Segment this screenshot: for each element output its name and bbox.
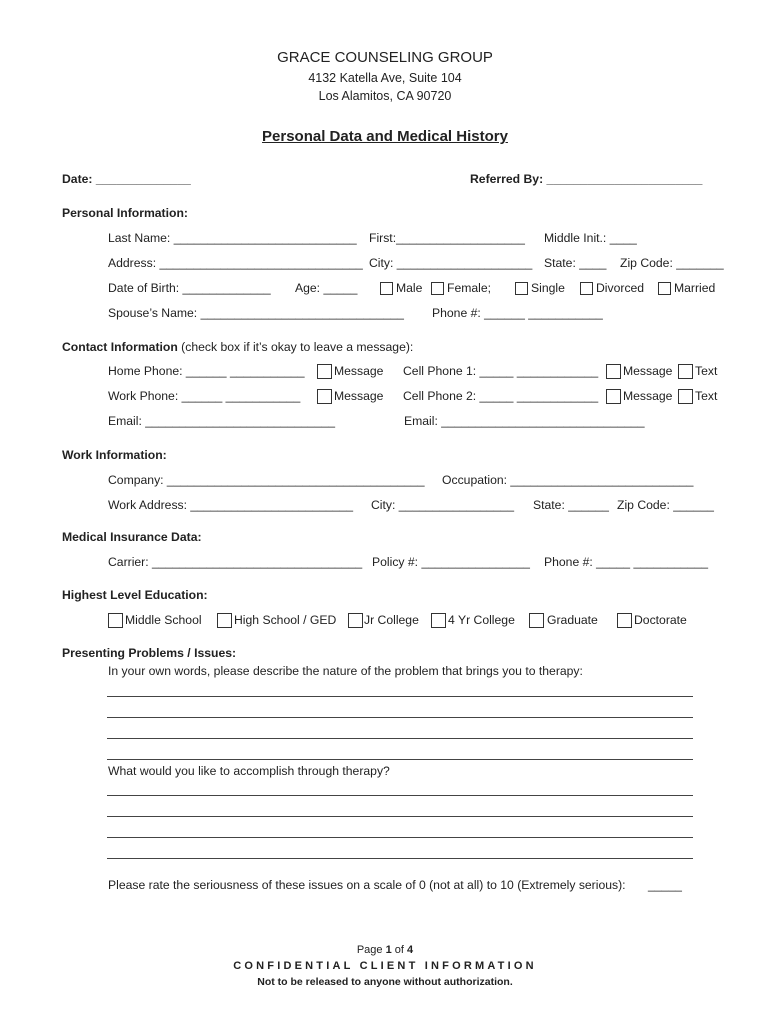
work-zip-field[interactable]: Zip Code: ______: [617, 498, 714, 512]
four-yr-college-label: 4 Yr College: [448, 613, 515, 627]
cell2-text-label: Text: [695, 389, 718, 403]
home-message-label: Message: [334, 364, 384, 378]
female-label: Female;: [447, 281, 492, 295]
high-school-checkbox[interactable]: [217, 613, 232, 628]
work-message-label: Message: [334, 389, 384, 403]
seriousness-rating-field[interactable]: _____: [648, 878, 682, 892]
org-address-line1: 4132 Katella Ave, Suite 104: [308, 71, 462, 85]
org-name: GRACE COUNSELING GROUP: [277, 49, 493, 66]
answer-line[interactable]: [107, 816, 693, 817]
cell1-text-label: Text: [695, 364, 718, 378]
cell-phone-1-field[interactable]: Cell Phone 1: _____ ____________: [403, 364, 599, 378]
middle-school-label: Middle School: [125, 613, 202, 627]
answer-line[interactable]: [107, 738, 693, 739]
divorced-checkbox[interactable]: [580, 282, 593, 295]
spouse-name-field[interactable]: Spouse’s Name: ______________________________: [108, 306, 404, 320]
education-heading: Highest Level Education:: [62, 588, 208, 602]
work-city-field[interactable]: City: _________________: [371, 498, 514, 512]
city-field[interactable]: City: ____________________: [369, 256, 533, 270]
email-field-1[interactable]: Email: ____________________________: [108, 414, 336, 428]
personal-info-heading: Personal Information:: [62, 206, 188, 220]
work-message-checkbox[interactable]: [317, 389, 332, 404]
page-of: of: [391, 944, 408, 956]
jr-college-checkbox[interactable]: [348, 613, 363, 628]
single-checkbox[interactable]: [515, 282, 528, 295]
four-yr-college-checkbox[interactable]: [431, 613, 446, 628]
high-school-label: High School / GED: [234, 613, 337, 627]
cell1-text-checkbox[interactable]: [678, 364, 693, 379]
company-field[interactable]: Company: ______________________________________: [108, 473, 425, 487]
answer-line[interactable]: [107, 759, 693, 760]
cell2-message-label: Message: [623, 389, 673, 403]
page-number: 1: [385, 944, 392, 956]
home-phone-field[interactable]: Home Phone: ______ ___________: [108, 364, 305, 378]
work-info-heading: Work Information:: [62, 448, 167, 462]
answer-line[interactable]: [107, 717, 693, 718]
date-field[interactable]: Date: ______________: [62, 172, 191, 186]
last-name-field[interactable]: Last Name: ___________________________: [108, 231, 357, 245]
graduate-label: Graduate: [547, 613, 598, 627]
org-address-line2: Los Alamitos, CA 90720: [318, 89, 452, 103]
female-checkbox[interactable]: [431, 282, 444, 295]
authorization-note: Not to be released to anyone without authorization.: [257, 976, 513, 988]
zip-code-field[interactable]: Zip Code: _______: [620, 256, 724, 270]
cell1-message-label: Message: [623, 364, 673, 378]
work-state-field[interactable]: State: ______: [533, 498, 609, 512]
email-field-2[interactable]: Email: ______________________________: [404, 414, 645, 428]
page-indicator: [0, 944, 770, 956]
problem-question-2: What would you like to accomplish through therapy?: [108, 764, 390, 778]
form-title: Personal Data and Medical History: [262, 128, 508, 145]
problem-question-1: In your own words, please describe the nature of the problem that brings you to therapy:: [108, 664, 583, 678]
contact-heading-text: Contact Information: [62, 340, 178, 354]
male-label: Male: [396, 281, 423, 295]
contact-info-heading: [62, 340, 413, 354]
carrier-field[interactable]: Carrier: _______________________________: [108, 555, 363, 569]
referred-by-field[interactable]: Referred By: _______________________: [470, 172, 703, 186]
spouse-phone-field[interactable]: Phone #: ______ ___________: [432, 306, 603, 320]
cell1-message-checkbox[interactable]: [606, 364, 621, 379]
answer-line[interactable]: [107, 858, 693, 859]
seriousness-rating-prompt: Please rate the seriousness of these issues on a scale of 0 (not at all) to 10 (Extremely serious):: [108, 878, 626, 892]
cell2-text-checkbox[interactable]: [678, 389, 693, 404]
married-checkbox[interactable]: [658, 282, 671, 295]
divorced-label: Divorced: [596, 281, 645, 295]
married-label: Married: [674, 281, 716, 295]
doctorate-label: Doctorate: [634, 613, 687, 627]
cell-phone-2-field[interactable]: Cell Phone 2: _____ ____________: [403, 389, 599, 403]
answer-line[interactable]: [107, 795, 693, 796]
policy-field[interactable]: Policy #: ________________: [372, 555, 530, 569]
single-label: Single: [531, 281, 565, 295]
contact-heading-note: (check box if it’s okay to leave a message):: [177, 340, 414, 354]
confidential-notice: CONFIDENTIAL CLIENT INFORMATION: [233, 960, 537, 972]
age-field[interactable]: Age: _____: [295, 281, 358, 295]
jr-college-label: Jr College: [364, 613, 419, 627]
insurance-heading: Medical Insurance Data:: [62, 530, 202, 544]
state-field[interactable]: State: ____: [544, 256, 607, 270]
problems-heading: Presenting Problems / Issues:: [62, 646, 237, 660]
dob-field[interactable]: Date of Birth: _____________: [108, 281, 271, 295]
page-total: 4: [407, 944, 414, 956]
cell2-message-checkbox[interactable]: [606, 389, 621, 404]
male-checkbox[interactable]: [380, 282, 393, 295]
work-phone-field[interactable]: Work Phone: ______ ___________: [108, 389, 301, 403]
home-message-checkbox[interactable]: [317, 364, 332, 379]
doctorate-checkbox[interactable]: [617, 613, 632, 628]
insurance-phone-field[interactable]: Phone #: _____ ___________: [544, 555, 709, 569]
first-name-field[interactable]: First:___________________: [369, 231, 525, 245]
page-prefix: Page: [356, 944, 386, 956]
occupation-field[interactable]: Occupation: ___________________________: [442, 473, 694, 487]
work-address-field[interactable]: Work Address: ________________________: [108, 498, 354, 512]
middle-school-checkbox[interactable]: [108, 613, 123, 628]
answer-line[interactable]: [107, 837, 693, 838]
answer-line[interactable]: [107, 696, 693, 697]
address-field[interactable]: Address: ______________________________: [108, 256, 363, 270]
middle-initial-field[interactable]: Middle Init.: ____: [544, 231, 637, 245]
graduate-checkbox[interactable]: [529, 613, 544, 628]
